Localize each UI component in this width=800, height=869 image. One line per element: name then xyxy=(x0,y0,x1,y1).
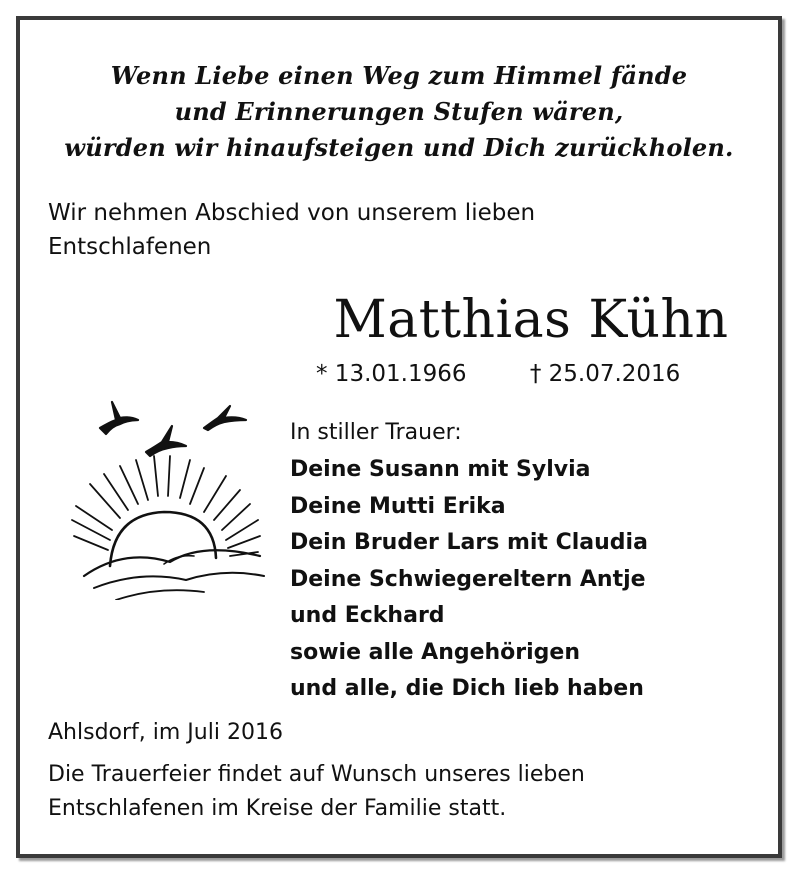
deceased-name: Matthias Kühn xyxy=(333,290,729,350)
death-date: † 25.07.2016 xyxy=(529,361,681,387)
life-dates xyxy=(316,358,680,390)
mourner-line: Dein Bruder Lars mit Claudia xyxy=(290,530,648,555)
birth-date: * 13.01.1966 xyxy=(316,361,467,387)
mourner-line: Deine Mutti Erika xyxy=(290,493,506,519)
motto-verse xyxy=(20,58,778,166)
mourner-line: sowie alle Angehörigen xyxy=(290,639,581,665)
intro-text xyxy=(48,196,535,264)
sun-rays xyxy=(72,456,260,556)
bird-icon xyxy=(100,402,138,434)
intro-line: Wir nehmen Abschied von unserem lieben xyxy=(48,200,536,226)
sunset-with-birds-icon xyxy=(54,380,280,600)
notice-line: Entschlafenen im Kreise der Familie statt. xyxy=(48,796,507,821)
motto-line: Wenn Liebe einen Weg zum Himmel fände xyxy=(110,61,688,90)
motto-line: und Erinnerungen Stufen wären, xyxy=(174,97,624,126)
mourning-heading: In stiller Trauer: xyxy=(290,420,462,445)
mourner-line: und Eckhard xyxy=(290,603,445,628)
intro-line: Entschlafenen xyxy=(48,234,212,260)
mourner-line: Deine Susann mit Sylvia xyxy=(290,457,591,482)
bird-icon xyxy=(146,426,186,456)
bird-icon xyxy=(204,406,246,430)
place-and-date: Ahlsdorf, im Juli 2016 xyxy=(48,720,283,745)
obituary-card xyxy=(16,16,782,858)
notice-line: Die Trauerfeier findet auf Wunsch unseres lieben xyxy=(48,762,585,787)
mourners-list xyxy=(290,452,648,708)
motto-line: würden wir hinaufsteigen und Dich zurückholen. xyxy=(64,133,734,162)
funeral-notice xyxy=(48,758,585,826)
mourner-line: Deine Schwiegereltern Antje xyxy=(290,566,646,592)
mourner-line: und alle, die Dich lieb haben xyxy=(290,676,644,701)
